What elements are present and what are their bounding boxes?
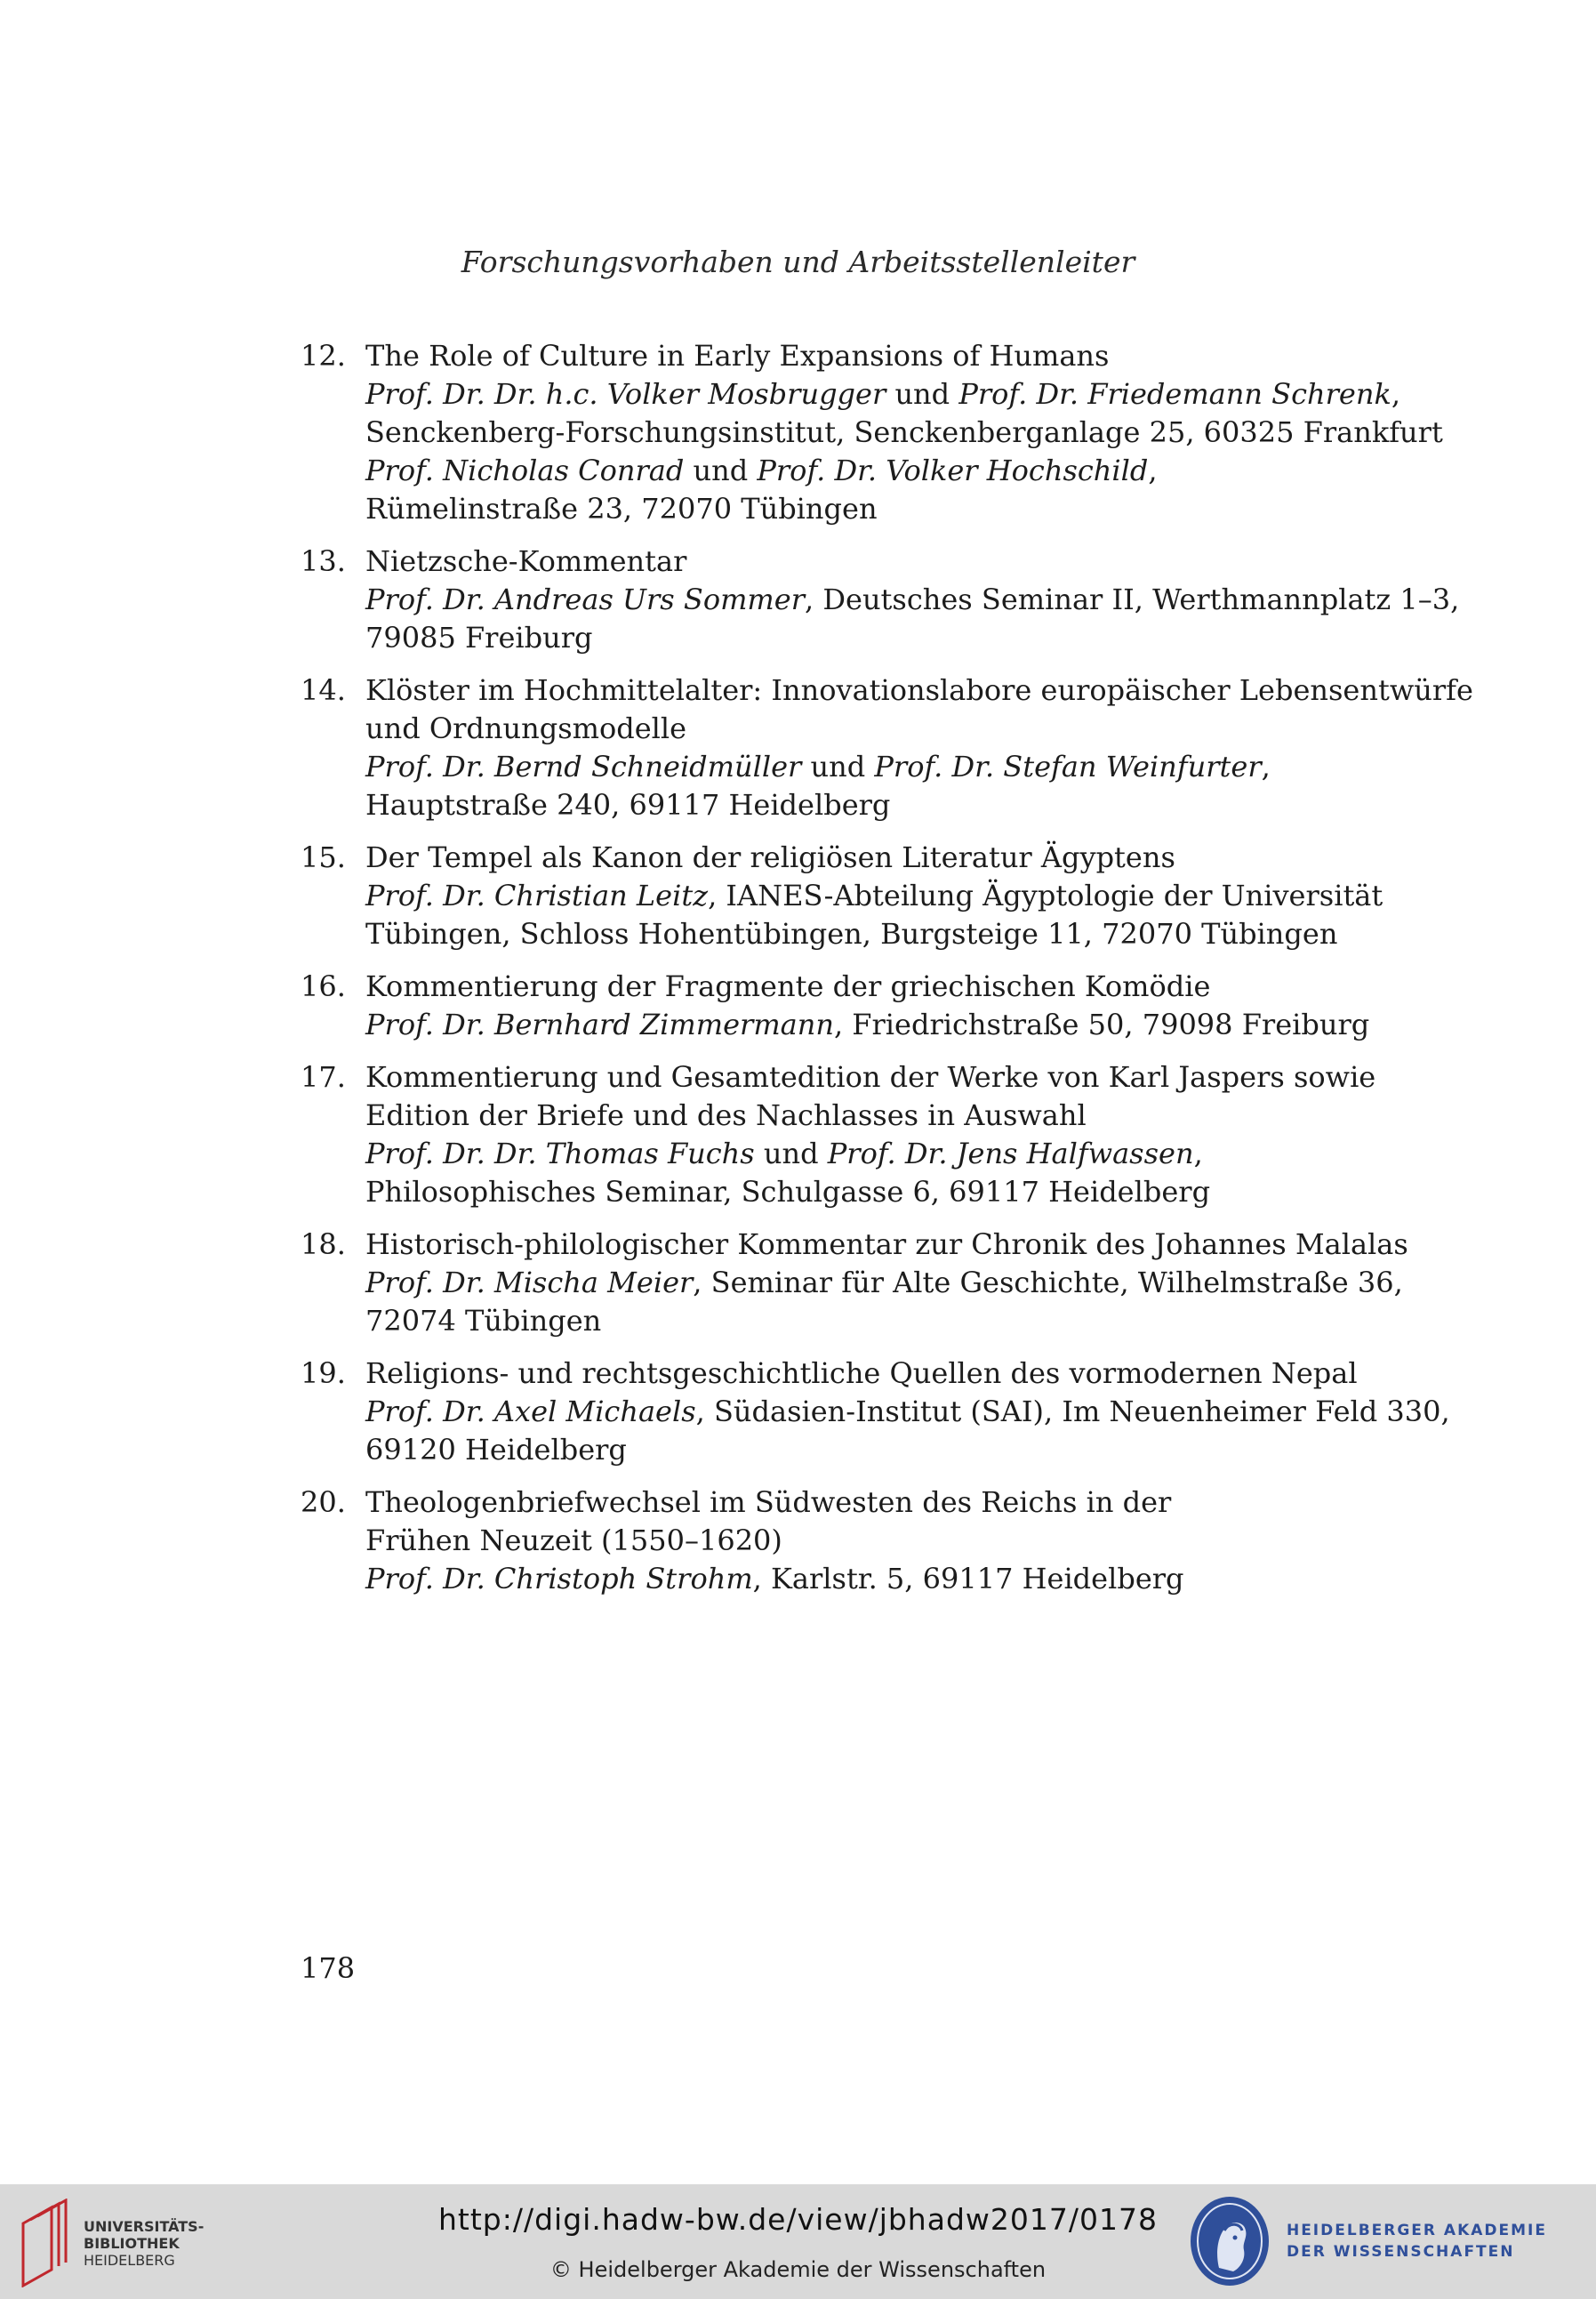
copyright-notice: © Heidelberger Akademie der Wissenschaften	[549, 2257, 1047, 2282]
entry-text: 69120 Heidelberg	[365, 1433, 627, 1467]
entry-title-line	[365, 1354, 1367, 1393]
entry-detail-line	[365, 786, 1367, 824]
project-entry	[301, 543, 1460, 657]
entry-text: , Karlstr. 5, 69117 Heidelberg	[752, 1562, 1184, 1596]
entry-detail-line	[365, 1560, 1367, 1598]
entry-text: Frühen Neuzeit (1550–1620)	[365, 1523, 782, 1557]
project-entry	[301, 968, 1370, 1044]
person-name: Prof. Dr. Volker Hochschild	[757, 454, 1149, 487]
entry-detail-line	[365, 1431, 1367, 1469]
person-name: Prof. Dr. Dr. h.c. Volker Mosbrugger	[365, 377, 886, 411]
entry-text: 72074 Tübingen	[365, 1304, 602, 1338]
person-name: Prof. Dr. Mischa Meier	[365, 1266, 694, 1299]
entry-detail-line	[365, 748, 1367, 786]
person-name: Prof. Dr. Bernhard Zimmermann	[365, 1008, 834, 1041]
entry-text: Senckenberg-Forschungsinstitut, Senckenberganlage 25, 60325 Frankfurt	[365, 415, 1443, 449]
document-url-link[interactable]: http://digi.hadw-bw.de/view/jbhadw2017/0178	[438, 2202, 1158, 2237]
entry-text: und	[754, 1137, 828, 1170]
running-title: Forschungsvorhaben und Arbeitsstellenleiter	[461, 245, 1135, 279]
entry-number: 13.	[301, 544, 346, 578]
entry-text: Nietzsche-Kommentar	[365, 544, 687, 578]
entry-title-line	[365, 1226, 1408, 1264]
entry-text: Klöster im Hochmittelalter: Innovationslabore europäischer Lebensentwürfe	[365, 673, 1473, 707]
project-entry	[301, 1354, 1450, 1469]
person-name: Prof. Dr. Friedemann Schrenk	[958, 377, 1391, 411]
entry-detail-line	[365, 414, 1443, 452]
library-logo-line: BIBLIOTHEK	[84, 2234, 180, 2252]
person-name: Prof. Nicholas Conrad	[365, 454, 685, 487]
person-name: Prof. Dr. Bernd Schneidmüller	[365, 750, 802, 784]
project-list	[301, 337, 1473, 1612]
entry-detail-line	[365, 1006, 1370, 1044]
entry-number: 16.	[301, 969, 346, 1003]
academy-logo-line: DER WISSENSCHAFTEN	[1286, 2243, 1515, 2261]
entry-text: Philosophisches Seminar, Schulgasse 6, 69117 Heidelberg	[365, 1175, 1211, 1209]
entry-detail-line	[365, 581, 1460, 619]
entry-title-line	[365, 968, 1367, 1006]
project-entry	[301, 1483, 1367, 1598]
entry-text: ,	[1193, 1137, 1203, 1170]
page-number: 178	[301, 1951, 356, 1985]
entry-number: 19.	[301, 1356, 346, 1390]
entry-text: Tübingen, Schloss Hohentübingen, Burgsteige 11, 72070 Tübingen	[365, 917, 1338, 951]
entry-text: , Seminar für Alte Geschichte, Wilhelmstraße 36,	[693, 1266, 1403, 1299]
library-logo-line: HEIDELBERG	[84, 2251, 175, 2269]
entry-text: und	[886, 377, 959, 411]
project-entry	[301, 1226, 1408, 1340]
entry-text: Hauptstraße 240, 69117 Heidelberg	[365, 788, 891, 822]
library-logo-line: UNIVERSITÄTS-	[84, 2217, 205, 2235]
entry-detail-line	[365, 1264, 1403, 1302]
project-entry	[301, 839, 1383, 953]
entry-text: Historisch-philologischer Kommentar zur Chronik des Johannes Malalas	[365, 1227, 1408, 1261]
entry-number: 14.	[301, 673, 346, 707]
entry-text: , Südasien-Institut (SAI), Im Neuenheimer Feld 330,	[695, 1395, 1450, 1428]
entry-text: Kommentierung der Fragmente der griechischen Komödie	[365, 969, 1211, 1003]
academy-logo[interactable]	[1189, 2195, 1547, 2287]
person-name: Prof. Dr. Jens Halfwassen	[827, 1137, 1194, 1170]
entry-text: Der Tempel als Kanon der religiösen Literatur Ägyptens	[365, 840, 1175, 874]
person-name: Prof. Dr. Christian Leitz	[365, 879, 709, 912]
entry-text: ,	[1148, 454, 1158, 487]
entry-title-line	[365, 839, 1367, 877]
person-name: Prof. Dr. Christoph Strohm	[365, 1562, 753, 1596]
entry-text: und	[684, 454, 758, 487]
entry-detail-line	[365, 1097, 1367, 1135]
entry-number: 15.	[301, 840, 346, 874]
entry-text: ,	[1261, 750, 1271, 784]
entry-number: 20.	[301, 1485, 346, 1519]
entry-text: , Friedrichstraße 50, 79098 Freiburg	[833, 1008, 1370, 1041]
person-name: Prof. Dr. Andreas Urs Sommer	[365, 583, 805, 616]
entry-detail-line	[365, 915, 1367, 953]
person-name: Prof. Dr. Dr. Thomas Fuchs	[365, 1137, 755, 1170]
entry-detail-line	[365, 375, 1400, 414]
entry-text: Theologenbriefwechsel im Südwesten des Reichs in der	[365, 1485, 1172, 1519]
person-name: Prof. Dr. Axel Michaels	[365, 1395, 696, 1428]
entry-detail-line	[365, 1302, 1367, 1340]
entry-text: The Role of Culture in Early Expansions of Humans	[365, 339, 1110, 373]
entry-text: ,	[1391, 377, 1400, 411]
entry-number: 17.	[301, 1060, 346, 1094]
entry-text: , IANES-Abteilung Ägyptologie der Universität	[708, 879, 1383, 912]
entry-text: Rümelinstraße 23, 72070 Tübingen	[365, 492, 878, 526]
entry-detail-line	[365, 1173, 1367, 1211]
entry-title-line	[365, 337, 1367, 375]
entry-detail-line	[365, 1393, 1450, 1431]
entry-title-line	[365, 543, 1367, 581]
entry-number: 12.	[301, 339, 346, 373]
entry-detail-line	[365, 490, 1367, 528]
project-entry	[301, 671, 1473, 824]
entry-text: 79085 Freiburg	[365, 621, 593, 655]
footer-bar	[0, 2184, 1596, 2299]
entry-detail-line	[365, 1135, 1367, 1173]
entry-text: und	[801, 750, 875, 784]
entry-text: Religions- und rechtsgeschichtliche Quellen des vormodernen Nepal	[365, 1356, 1358, 1390]
entry-detail-line	[365, 877, 1383, 915]
project-entry	[301, 337, 1443, 528]
entry-title-line	[365, 1483, 1367, 1522]
entry-detail-line	[365, 1522, 1367, 1560]
entry-text: , Deutsches Seminar II, Werthmannplatz 1–3,	[805, 583, 1460, 616]
entry-number: 18.	[301, 1227, 346, 1261]
entry-text: und Ordnungsmodelle	[365, 711, 687, 745]
entry-detail-line	[365, 710, 1367, 748]
person-name: Prof. Dr. Stefan Weinfurter	[874, 750, 1262, 784]
entry-detail-line	[365, 619, 1367, 657]
project-entry	[301, 1058, 1376, 1211]
entry-title-line	[365, 1058, 1376, 1097]
entry-title-line	[365, 671, 1473, 710]
entry-text: Edition der Briefe und des Nachlasses in Auswahl	[365, 1098, 1087, 1132]
entry-text: Kommentierung und Gesamtedition der Werke von Karl Jaspers sowie	[365, 1060, 1376, 1094]
entry-detail-line	[365, 452, 1367, 490]
academy-seal-icon	[1189, 2195, 1271, 2287]
academy-logo-line: HEIDELBERGER AKADEMIE	[1286, 2222, 1547, 2239]
